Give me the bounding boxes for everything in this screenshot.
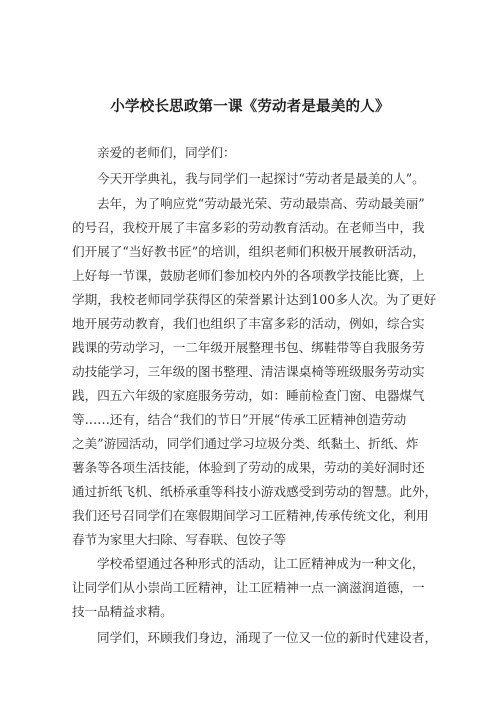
- text-line: 之美”游园活动，同学们通过学习垃圾分类、纸黏土、折纸、炸: [72, 436, 419, 451]
- text-line: 等……还有，结合“我们的节日”开展“传承工匠精神创造劳动: [72, 412, 407, 427]
- text-line: 上好每一节课，鼓励老师们参加校内外的各项教学技能比赛，上: [72, 268, 425, 283]
- text-line: 技一品精益求精。: [72, 604, 173, 619]
- text-line: 今天开学典礼，我与同学们一起探讨“劳动者是最美的人”。: [97, 171, 425, 186]
- text-line: 薯条等各项生活技能，体验到了劳动的成果，劳动的美好洞时还: [72, 460, 425, 475]
- text-line: 我们还号召同学们在寒假期间学习工匠精神,传承传统文化，利用: [72, 508, 429, 523]
- text-line: 春节为家里大扫除、写春联、包饺子等: [72, 532, 287, 547]
- text-line: 们开展了“当好教书匠”的培训，组织老师们积极开展教研活动，: [72, 244, 425, 259]
- text-line: 让同学们从小崇尚工匠精神，让工匠精神一点一滴滋润道德，一: [72, 580, 425, 595]
- text-line: 动技能学习，三年级的图书整理、清洁课桌椅等班级服务劳动实: [72, 364, 425, 379]
- text-line: 践，四五六年级的家庭服务劳动，如：睡前检查门窗、电器煤气: [72, 388, 425, 403]
- text-line: 同学们，环顾我们身边，涌现了一位又一位的新时代建设者，: [97, 630, 438, 645]
- text-line: 通过折纸飞机、纸桥承重等科技小游戏感受到劳动的智慧。此外，: [72, 484, 438, 499]
- text-line: 亲爱的老师们，同学们：: [97, 145, 236, 160]
- text-line: 的号召，我校开展了丰富多彩的劳动教育活动。在老师当中，我: [72, 220, 425, 235]
- text-line: 地开展劳动教育，我们也组织了丰富多彩的活动，例如，综合实: [72, 316, 425, 331]
- text-line: 践课的劳动学习，一二年级开展整理书包、绑鞋带等自我服务劳: [72, 340, 425, 355]
- text-line: 学期，我校老师同学获得区的荣誉累计达到100多人次。为了更好: [72, 292, 437, 307]
- document-title: 小学校长思政第一课《劳动者是最美的人》: [110, 99, 390, 115]
- text-line: 学校希望通过各种形式的活动，让工匠精神成为一种文化，: [97, 556, 425, 571]
- text-line: 去年，为了响应党“劳动最光荣、劳动最崇高、劳动最美丽”: [97, 196, 425, 211]
